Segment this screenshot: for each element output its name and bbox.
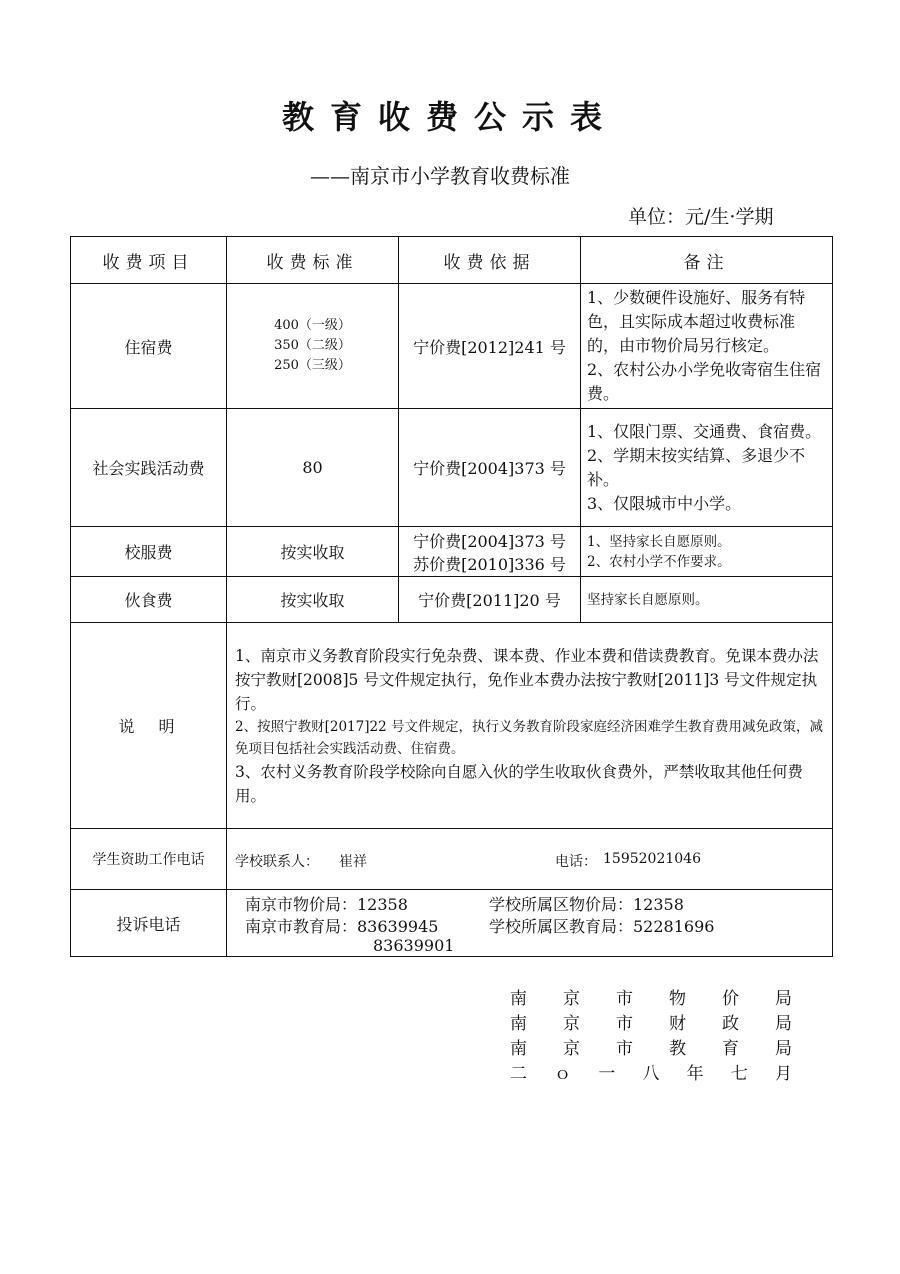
fee-standard: 按实收取 (227, 577, 399, 623)
footer-char: 南 (510, 1039, 527, 1059)
footer-char: 物 (669, 989, 686, 1009)
complaint-label: 投诉电话 (71, 890, 227, 957)
aid-phone-label: 学生资助工作电话 (71, 829, 227, 890)
district-education-bureau-phone: 学校所属区教育局：52281696 (489, 917, 715, 936)
fee-note: 2、农村公办小学免收寄宿生住宿费。 (587, 360, 822, 403)
city-education-bureau-phone: 南京市教育局：83639945 (245, 917, 439, 936)
footer-char: 京 (563, 1039, 580, 1059)
fee-standard: 80 (227, 409, 399, 527)
fee-note: 坚持家长自愿原则。 (581, 577, 833, 623)
footer-char: 年 (686, 1064, 704, 1084)
table-row-social-practice (71, 409, 833, 527)
footer-char: 二 (510, 1064, 527, 1084)
table-row-complaint (71, 890, 833, 957)
fee-table (70, 236, 833, 957)
fee-basis: 苏价费[2010]336 号 (413, 554, 566, 574)
fee-notes-cell (581, 409, 833, 527)
footer-char: 南 (510, 989, 527, 1009)
fee-note: 2、学期末按实结算、多退少不补。 (587, 445, 806, 489)
column-header-basis: 收费依据 (399, 237, 581, 284)
issue-date (510, 1062, 792, 1087)
table-row-aid-phone (71, 829, 833, 890)
table-header-row (71, 237, 833, 284)
phone-number: 15952021046 (603, 851, 701, 867)
fee-standard-level: 350（二级） (274, 338, 351, 353)
footer-char: 市 (616, 989, 633, 1009)
city-price-bureau-phone: 南京市物价局：12358 (245, 895, 408, 914)
footer-char: 市 (616, 1039, 633, 1059)
fee-standard-level: 400（一级） (274, 318, 351, 333)
fee-basis-cell (399, 527, 581, 577)
issuer-block (510, 987, 792, 1087)
footer-char: 育 (722, 1039, 739, 1059)
footer-char: 财 (669, 1014, 686, 1034)
description-paragraph: 1、南京市义务教育阶段实行免杂费、课本费、作业本费和借读费教育。免课本费办法按宁教财[2008]5 号文件规定执行，免作业本费办法按宁教财[2011]3 号文件规定执行。 (235, 646, 819, 713)
issuer-education-bureau (510, 1037, 792, 1062)
footer-char: 局 (775, 1014, 792, 1034)
aid-phone-cell (227, 829, 833, 890)
fee-item-name: 伙食费 (71, 577, 227, 623)
table-row-lodging (71, 284, 833, 409)
footer-char: 局 (775, 989, 792, 1009)
fee-notes-cell (581, 527, 833, 577)
footer-char: 京 (563, 989, 580, 1009)
footer-char: ｏ (554, 1064, 572, 1084)
description-label: 说 明 (71, 623, 227, 829)
district-price-bureau-phone: 学校所属区物价局：12358 (489, 895, 684, 914)
footer-char: 价 (722, 989, 739, 1009)
phone-label: 电话： (555, 854, 597, 870)
footer-char: 教 (669, 1039, 686, 1059)
fee-standard-cell (227, 284, 399, 409)
page-title: 教育收费公示表 (281, 98, 618, 136)
page-subtitle: ——南京市小学教育收费标准 (310, 164, 570, 188)
footer-char: 局 (775, 1039, 792, 1059)
footer-char: 政 (722, 1014, 739, 1034)
fee-standard: 按实收取 (227, 527, 399, 577)
table-row-uniform (71, 527, 833, 577)
fee-note: 2、农村小学不作要求。 (587, 553, 731, 570)
footer-char: 八 (642, 1064, 660, 1084)
column-header-item: 收费项目 (71, 237, 227, 284)
issuer-price-bureau (510, 987, 792, 1012)
fee-note: 1、仅限门票、交通费、食宿费。 (587, 421, 822, 441)
fee-note: 3、仅限城市中小学。 (587, 493, 742, 513)
fee-basis: 宁价费[2004]373 号 (399, 409, 581, 527)
column-header-notes: 备注 (581, 237, 833, 284)
footer-char: 七 (730, 1064, 748, 1084)
table-row-description (71, 623, 833, 829)
issuer-finance-bureau (510, 1012, 792, 1037)
fee-standard-level: 250（三级） (274, 358, 351, 373)
fee-basis: 宁价费[2011]20 号 (399, 577, 581, 623)
fee-item-name: 校服费 (71, 527, 227, 577)
city-education-bureau-phone-2: 83639901 (373, 936, 455, 955)
column-header-standard: 收费标准 (227, 237, 399, 284)
description-paragraph: 2、按照宁教财[2017]22 号文件规定，执行义务教育阶段家庭经济困难学生教育费用减免政策，减免项目包括社会实践活动费、住宿费。 (235, 718, 823, 757)
contact-person-label: 学校联系人： (235, 854, 319, 870)
footer-char: 京 (563, 1014, 580, 1034)
footer-char: 一 (598, 1064, 616, 1084)
unit-label: 单位：元/生·学期 (628, 206, 774, 228)
fee-notes-cell (581, 284, 833, 409)
table-row-meals (71, 577, 833, 623)
footer-char: 市 (616, 1014, 633, 1034)
fee-note: 1、少数硬件设施好、服务有特色，且实际成本超过收费标准的，由市物价局另行核定。 (587, 288, 806, 355)
footer-char: 月 (774, 1064, 792, 1084)
contact-person-name: 崔祥 (339, 854, 367, 870)
fee-item-name: 住宿费 (71, 284, 227, 409)
fee-item-name: 社会实践活动费 (71, 409, 227, 527)
fee-note: 1、坚持家长自愿原则。 (587, 533, 731, 550)
footer-char: 南 (510, 1014, 527, 1034)
description-paragraph: 3、农村义务教育阶段学校除向自愿入伙的学生收取伙食费外，严禁收取其他任何费用。 (235, 762, 803, 805)
description-cell (227, 623, 833, 829)
complaint-cell (227, 890, 833, 957)
fee-basis: 宁价费[2004]373 号 (413, 531, 566, 551)
fee-basis: 宁价费[2012]241 号 (399, 284, 581, 409)
